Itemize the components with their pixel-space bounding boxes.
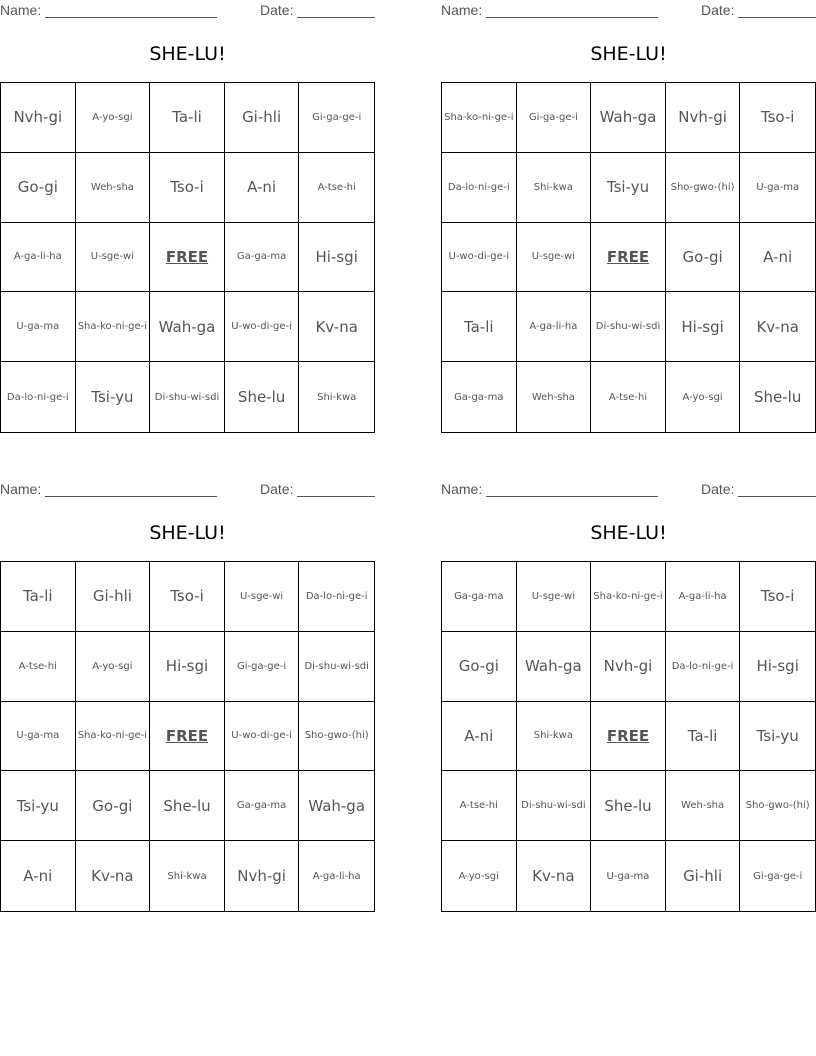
name-date-row — [0, 2, 375, 20]
bingo-cell: Gi-ga-ge-i — [517, 83, 592, 153]
bingo-cell: U-sge-wi — [76, 223, 151, 293]
bingo-cell: Da-lo-ni-ge-i — [442, 153, 517, 223]
bingo-cell: Weh-sha — [517, 362, 592, 432]
bingo-cell: Sha-ko-ni-ge-i — [76, 292, 151, 362]
bingo-cell: A-yo-sgi — [666, 362, 741, 432]
bingo-cell: Ga-ga-ma — [225, 771, 300, 841]
bingo-cell: A-ga-li-ha — [312, 870, 361, 882]
bingo-cell: U-ga-ma — [1, 702, 76, 772]
bingo-cell: Sha-ko-ni-ge-i — [442, 83, 517, 153]
card-title: SHE-LU! — [590, 43, 667, 65]
bingo-cell: A-ni — [1, 841, 76, 911]
bingo-cell: A-ni — [740, 223, 815, 293]
name-line — [45, 496, 217, 497]
bingo-cell: Go-gi — [1, 153, 76, 223]
bingo-cell: Ga-ga-ma — [442, 362, 517, 432]
bingo-cell: Tsi-yu — [76, 362, 151, 432]
bingo-cell: Weh-sha — [76, 153, 151, 223]
date-line — [738, 496, 816, 497]
bingo-cell: Ta-li — [150, 83, 225, 153]
bingo-cell: Tsi-yu — [591, 153, 666, 223]
bingo-cell: U-ga-ma — [1, 292, 76, 362]
bingo-cell: She-lu — [754, 388, 802, 407]
bingo-cell: Wah-ga — [591, 83, 666, 153]
bingo-cell: A-ga-li-ha — [666, 562, 741, 632]
bingo-cell: A-tse-hi — [442, 771, 517, 841]
card-title: SHE-LU! — [149, 43, 226, 65]
name-label: Name: — [0, 2, 42, 18]
bingo-cell: Tsi-yu — [740, 702, 815, 772]
bingo-cell: Tso-i — [150, 562, 225, 632]
bingo-cell: A-yo-sgi — [442, 841, 517, 911]
bingo-cell: Wah-ga — [150, 292, 225, 362]
bingo-cell: Shi-kwa — [517, 153, 592, 223]
bingo-cell: U-ga-ma — [740, 153, 815, 223]
bingo-cell: Hi-sgi — [666, 292, 741, 362]
date-line — [297, 17, 375, 18]
bingo-cell: A-tse-hi — [591, 362, 666, 432]
bingo-cell: U-sge-wi — [225, 562, 300, 632]
bingo-cell: Da-lo-ni-ge-i — [666, 632, 741, 702]
name-label: Name: — [0, 481, 42, 497]
name-line — [486, 496, 658, 497]
bingo-grid — [0, 82, 375, 433]
bingo-cell: Di-shu-wi-sdi — [517, 771, 592, 841]
date-line — [297, 496, 375, 497]
bingo-cell: Gi-hli — [666, 841, 741, 911]
bingo-grid — [0, 561, 375, 912]
bingo-cell: Gi-ga-ge-i — [225, 632, 300, 702]
bingo-cell: She-lu — [225, 362, 300, 432]
bingo-cell: Hi-sgi — [299, 223, 374, 293]
bingo-cell: A-ga-li-ha — [517, 292, 592, 362]
bingo-cell: Nvh-gi — [225, 841, 300, 911]
bingo-cell: U-wo-di-ge-i — [442, 223, 517, 293]
bingo-cell: U-sge-wi — [517, 562, 592, 632]
bingo-cell: Go-gi — [666, 223, 741, 293]
bingo-cell: Shi-kwa — [150, 841, 225, 911]
bingo-cell: A-yo-sgi — [76, 632, 151, 702]
date-line — [738, 17, 816, 18]
bingo-cell: Shi-kwa — [517, 702, 592, 772]
bingo-cell: Gi-hli — [76, 562, 151, 632]
bingo-cell: Ga-ga-ma — [442, 562, 517, 632]
bingo-cell: A-tse-hi — [1, 632, 76, 702]
bingo-cell: Sho-gwo-(hi) — [740, 771, 815, 841]
bingo-cell: Da-lo-ni-ge-i — [299, 562, 374, 632]
name-date-row — [441, 2, 816, 20]
bingo-cell: Kv-na — [740, 292, 815, 362]
bingo-cell: U-wo-di-ge-i — [225, 292, 300, 362]
bingo-cell: Tso-i — [740, 562, 815, 632]
date-label: Date: — [701, 2, 735, 18]
date-label: Date: — [260, 481, 294, 497]
bingo-cell: Kv-na — [299, 292, 374, 362]
bingo-cell: She-lu — [150, 771, 225, 841]
bingo-cell: Sha-ko-ni-ge-i — [76, 702, 151, 772]
bingo-cell: Ga-ga-ma — [225, 223, 300, 293]
bingo-cell: Go-gi — [442, 632, 517, 702]
name-label: Name: — [441, 481, 483, 497]
name-label: Name: — [441, 2, 483, 18]
bingo-cell: Tso-i — [740, 83, 815, 153]
date-label: Date: — [701, 481, 735, 497]
bingo-cell: Weh-sha — [666, 771, 741, 841]
bingo-cell: Tsi-yu — [1, 771, 76, 841]
bingo-cell: A-ga-li-ha — [1, 223, 76, 293]
name-line — [486, 17, 658, 18]
bingo-cell: U-ga-ma — [591, 841, 666, 911]
card-title: SHE-LU! — [590, 522, 667, 544]
free-space: FREE — [591, 702, 666, 772]
name-date-row — [441, 481, 816, 499]
bingo-cell: Gi-hli — [225, 83, 300, 153]
bingo-cell: Ta-li — [1, 562, 76, 632]
bingo-cell: Ta-li — [442, 292, 517, 362]
bingo-cell: A-ni — [442, 702, 517, 772]
free-space: FREE — [150, 702, 225, 772]
bingo-cell: Go-gi — [76, 771, 151, 841]
bingo-cell: U-sge-wi — [517, 223, 592, 293]
name-line — [45, 17, 217, 18]
name-date-row — [0, 481, 375, 499]
bingo-cell: Wah-ga — [299, 771, 374, 841]
bingo-cell: Da-lo-ni-ge-i — [1, 362, 76, 432]
bingo-cell: Nvh-gi — [591, 632, 666, 702]
bingo-cell: Nvh-gi — [1, 83, 76, 153]
bingo-cell: Gi-ga-ge-i — [753, 870, 803, 882]
free-space: FREE — [150, 223, 225, 293]
bingo-cell: A-tse-hi — [299, 153, 374, 223]
card-title: SHE-LU! — [149, 522, 226, 544]
bingo-grid — [441, 561, 816, 912]
bingo-cell: Ta-li — [666, 702, 741, 772]
bingo-cell: Di-shu-wi-sdi — [150, 362, 225, 432]
bingo-cell: She-lu — [591, 771, 666, 841]
bingo-cell: Tso-i — [150, 153, 225, 223]
bingo-cell: Sho-gwo-(hi) — [299, 702, 374, 772]
bingo-cell: Di-shu-wi-sdi — [591, 292, 666, 362]
bingo-cell: Hi-sgi — [150, 632, 225, 702]
bingo-cell: Kv-na — [76, 841, 151, 911]
bingo-cell: Di-shu-wi-sdi — [299, 632, 374, 702]
bingo-grid — [441, 82, 816, 433]
bingo-cell: Wah-ga — [517, 632, 592, 702]
bingo-cell: U-wo-di-ge-i — [225, 702, 300, 772]
date-label: Date: — [260, 2, 294, 18]
bingo-cell: Gi-ga-ge-i — [299, 83, 374, 153]
bingo-cell: Shi-kwa — [317, 391, 357, 403]
bingo-cell: A-ni — [225, 153, 300, 223]
bingo-cell: Sho-gwo-(hi) — [666, 153, 741, 223]
free-space: FREE — [591, 223, 666, 293]
bingo-cell: A-yo-sgi — [76, 83, 151, 153]
bingo-cell: Sha-ko-ni-ge-i — [591, 562, 666, 632]
bingo-cell: Hi-sgi — [740, 632, 815, 702]
bingo-cell: Nvh-gi — [666, 83, 741, 153]
bingo-cell: Kv-na — [517, 841, 592, 911]
